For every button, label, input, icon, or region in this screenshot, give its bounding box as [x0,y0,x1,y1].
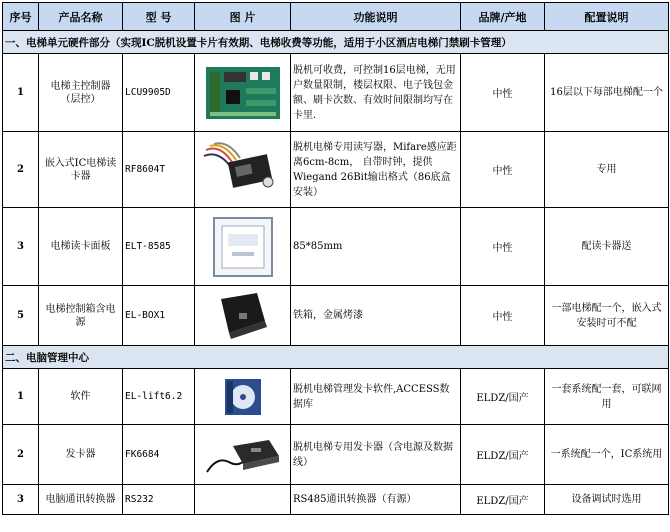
col-header-index: 序号 [3,3,39,31]
section-row-hardware [3,31,669,54]
product-name: 电脑通讯转换器 [39,485,123,515]
product-name: 发卡器 [39,425,123,485]
product-model: LCU9905D [123,54,195,132]
col-header-model: 型 号 [123,3,195,31]
picture-cell-empty [195,485,291,515]
brand-origin: 中性 [461,54,545,132]
reader-panel-image [195,208,291,286]
col-header-config: 配置说明 [545,3,669,31]
product-model: RS232 [123,485,195,515]
function-description: RS485通讯转换器（有源） [291,485,461,515]
function-description: 铁箱，金属烤漆 [291,286,461,346]
config-note: 专用 [545,132,669,208]
card-issuer-image [195,425,291,485]
row-index: 2 [3,132,39,208]
function-description: 脱机电梯专用发卡器（含电源及数据线） [291,425,461,485]
section-row-pc-center [3,346,669,369]
controller-board-image [195,54,291,132]
row-index: 5 [3,286,39,346]
product-name: 软件 [39,369,123,425]
row-index: 3 [3,485,39,515]
card-reader-module-image [195,132,291,208]
section-title-pc-center: 二、电脑管理中心 [3,346,669,369]
brand-origin: 中性 [461,208,545,286]
config-note: 配读卡器送 [545,208,669,286]
config-note: 一套系统配一套，可联网用 [545,369,669,425]
row-index: 2 [3,425,39,485]
row-index: 1 [3,369,39,425]
function-description: 85*85mm [291,208,461,286]
product-spec-table [2,2,669,515]
brand-origin: 中性 [461,286,545,346]
function-description: 脱机可收费，可控制16层电梯，无用户数量限制，楼层权限、电子钱包金额、刷卡次数、有效时间限制均写在卡里. [291,54,461,132]
config-note: 16层以下每部电梯配一个 [545,54,669,132]
brand-origin: ELDZ/国产 [461,485,545,515]
table-row [3,208,669,286]
brand-origin: ELDZ/国产 [461,369,545,425]
brand-origin: ELDZ/国产 [461,425,545,485]
table-row [3,425,669,485]
col-header-picture: 图 片 [195,3,291,31]
product-model: ELT-8585 [123,208,195,286]
col-header-brand: 品牌/产地 [461,3,545,31]
product-model: RF8604T [123,132,195,208]
control-box-image [195,286,291,346]
header-row [3,3,669,31]
product-model: EL-lift6.2 [123,369,195,425]
software-cd-image [195,369,291,425]
config-note: 一系统配一个，IC系统用 [545,425,669,485]
table-row [3,54,669,132]
product-name: 电梯控制箱含电源 [39,286,123,346]
product-name: 电梯读卡面板 [39,208,123,286]
config-note: 设备调试时选用 [545,485,669,515]
section-title-hardware: 一、电梯单元硬件部分（实现IC脱机设置卡片有效期、电梯收费等功能，适用于小区酒店电梯门禁刷卡管理） [3,31,669,54]
table-row [3,132,669,208]
col-header-function: 功能说明 [291,3,461,31]
table-row [3,286,669,346]
row-index: 3 [3,208,39,286]
config-note: 一部电梯配一个，嵌入式安装时可不配 [545,286,669,346]
row-index: 1 [3,54,39,132]
table-row [3,485,669,515]
product-model: FK6684 [123,425,195,485]
product-name: 电梯主控制器（层控） [39,54,123,132]
product-name: 嵌入式IC电梯读卡器 [39,132,123,208]
product-model: EL-BOX1 [123,286,195,346]
function-description: 脱机电梯专用读写器，Mifare感应距离6cm-8cm， 自带时钟，提供Wiegand 26Bit输出格式（86底盒安装） [291,132,461,208]
table-row [3,369,669,425]
function-description: 脱机电梯管理发卡软件,ACCESS数据库 [291,369,461,425]
brand-origin: 中性 [461,132,545,208]
col-header-product-name: 产品名称 [39,3,123,31]
